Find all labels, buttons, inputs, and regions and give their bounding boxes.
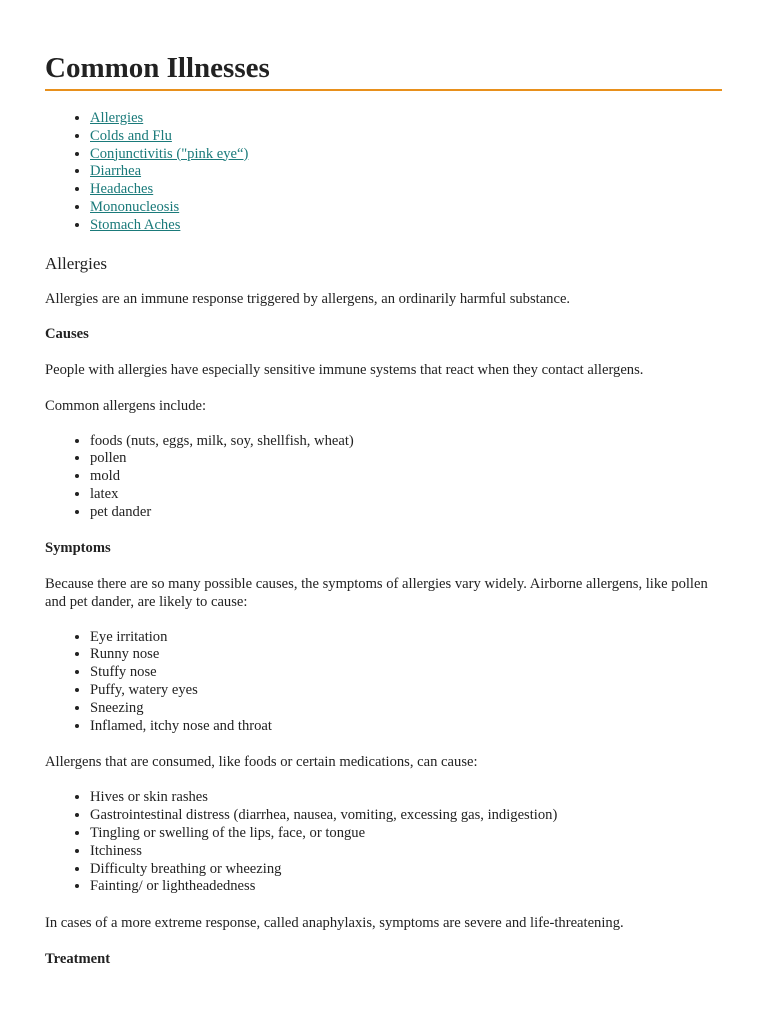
airborne-symptoms-list bbox=[45, 629, 722, 736]
list-item: • Tingling or swelling of the lips, face, or tongue bbox=[90, 825, 722, 843]
list-item: • Difficulty breathing or wheezing bbox=[90, 861, 722, 879]
toc-link-conjunctivitis[interactable]: Conjunctivitis ("pink eye“) bbox=[90, 145, 249, 162]
list-item: • pet dander bbox=[90, 504, 722, 522]
subheading-treatment: Treatment bbox=[45, 951, 111, 968]
list-item: • Itchiness bbox=[90, 843, 722, 861]
list-item: • Puffy, watery eyes bbox=[90, 682, 722, 700]
symptoms-paragraph-airborne: Because there are so many possible causes, the symptoms of allergies vary widely. Airborne allergens, like pollen and pet dander, are likely to cause: bbox=[45, 575, 708, 610]
subheading-causes: Causes bbox=[45, 325, 89, 342]
allergies-intro: Allergies are an immune response triggered by allergens, an ordinarily harmful substance. bbox=[45, 290, 571, 307]
list-item: • Fainting/ or lightheadedness bbox=[90, 878, 722, 896]
list-item: • Hives or skin rashes bbox=[90, 789, 722, 807]
list-item: • Stuffy nose bbox=[90, 664, 722, 682]
list-item: • mold bbox=[90, 468, 722, 486]
subheading-symptoms: Symptoms bbox=[45, 539, 111, 556]
page-title: Common Illnesses bbox=[45, 52, 270, 84]
list-item: • Inflamed, itchy nose and throat bbox=[90, 718, 722, 736]
list-item: • latex bbox=[90, 486, 722, 504]
consumed-symptoms-list bbox=[45, 789, 722, 896]
toc-item bbox=[90, 181, 722, 199]
toc-link-diarrhea[interactable]: Diarrhea bbox=[90, 163, 142, 180]
toc-link-allergies[interactable]: Allergies bbox=[90, 110, 144, 126]
symptoms-paragraph-anaphylaxis: In cases of a more extreme response, called anaphylaxis, symptoms are severe and life-threatening. bbox=[45, 915, 624, 932]
title-divider bbox=[45, 89, 722, 91]
list-item: • Runny nose bbox=[90, 646, 722, 664]
table-of-contents bbox=[45, 110, 722, 235]
allergens-list bbox=[45, 433, 722, 522]
toc-item bbox=[90, 217, 722, 235]
toc-item bbox=[90, 199, 722, 217]
list-item: • pollen bbox=[90, 450, 722, 468]
section-heading-allergies: Allergies bbox=[45, 253, 108, 273]
list-item: • Sneezing bbox=[90, 700, 722, 718]
toc-item bbox=[90, 146, 722, 164]
toc-item bbox=[90, 110, 722, 128]
list-item: • Eye irritation bbox=[90, 629, 722, 647]
toc-item bbox=[90, 128, 722, 146]
causes-paragraph: People with allergies have especially sensitive immune systems that react when they contact allergens. bbox=[45, 361, 644, 378]
symptoms-paragraph-consumed: Allergens that are consumed, like foods or certain medications, can cause: bbox=[45, 754, 478, 771]
toc-link-colds-and-flu[interactable]: Colds and Flu bbox=[90, 127, 172, 144]
toc-link-mononucleosis[interactable]: Mononucleosis bbox=[90, 198, 180, 215]
toc-link-stomach-aches[interactable]: Stomach Aches bbox=[90, 216, 181, 233]
causes-list-intro: Common allergens include: bbox=[45, 397, 207, 414]
toc-link-headaches[interactable]: Headaches bbox=[90, 181, 154, 198]
toc-item bbox=[90, 163, 722, 181]
list-item: • Gastrointestinal distress (diarrhea, nausea, vomiting, excessing gas, indigestion) bbox=[90, 807, 722, 825]
list-item: • foods (nuts, eggs, milk, soy, shellfish, wheat) bbox=[90, 433, 722, 451]
